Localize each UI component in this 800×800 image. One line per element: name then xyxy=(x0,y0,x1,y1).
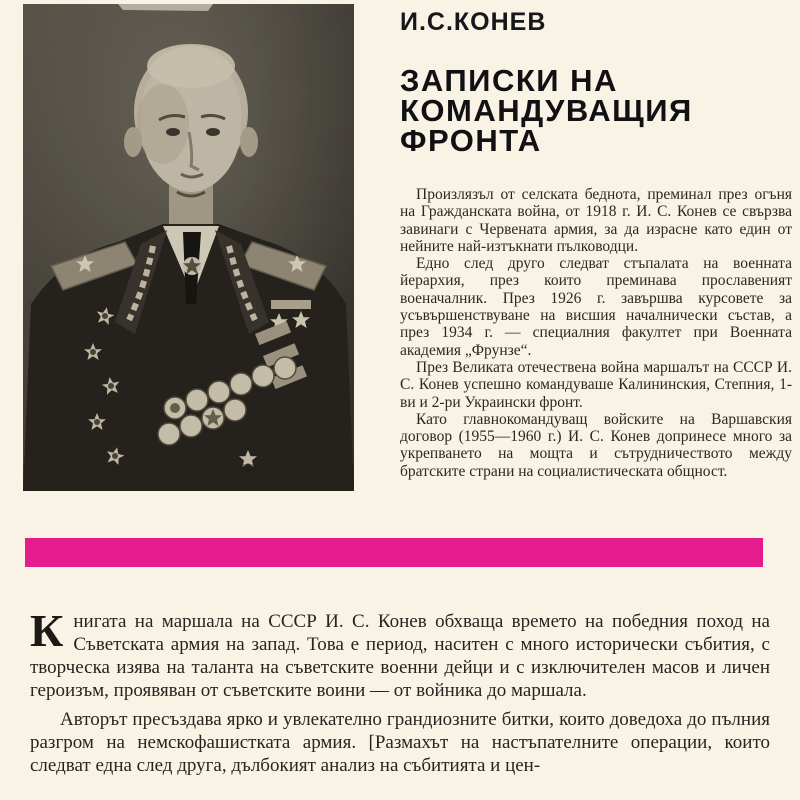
annotation-paragraph-1 xyxy=(30,605,770,702)
bio-paragraph-1: Произлязъл от селската беднота, преминал през огъня на Гражданската война, от 1918 г. И. С. Конев се свързва завинаги с Червената армия, за да израсне като един от нейните най-изтъкнати пълководци. xyxy=(400,186,792,255)
konev-portrait-photo xyxy=(23,4,354,491)
portrait-illustration xyxy=(23,4,354,491)
annotation-paragraph-1-text: нигата на маршала на СССР И. С. Конев обхваща времето на победния поход на Съветската армия на запад. Това е период, наситен с много исторически събития, с творческа изява на таланта на съветските военни дейци и с изключителен масов и личен героизъм, проявяван от съветските воини — от войника до маршала. xyxy=(30,611,770,701)
annotation-paragraph-2: Авторът пресъздава ярко и увлекателно грандиозните битки, които доведоха до пълния разгром на немскофашистката армия. [Размахът на настъпателните операции, които следват една след друга, дълбокият анализ на събитията и цен- xyxy=(30,709,770,776)
author-name: И.С.КОНЕВ xyxy=(400,8,547,36)
bio-paragraph-2: Едно след друго следват стъпалата на военната йерархия, през които преминава прославеният военачалник. През 1926 г. завършва курсовете за усъвършенствуване на висшия началнически състав, а през 1934 г. — специалния факултет при Военната академия „Фрунзе“. xyxy=(400,255,792,359)
book-title-line-2: КОМАНДУВАЩИЯ xyxy=(400,93,693,128)
bio-paragraph-3: През Великата отечествена война маршалът на СССР И. С. Конев успешно командуваше Калининския, Степния, 1-ви и 2-ри Украински фронт. xyxy=(400,358,792,411)
book-title xyxy=(400,63,792,158)
annotation-text xyxy=(30,605,770,777)
right-column xyxy=(400,8,792,480)
biography-text xyxy=(400,186,792,480)
book-title-line-3: ФРОНТА xyxy=(400,123,542,158)
accent-stripe xyxy=(25,538,763,567)
bio-paragraph-4: Като главнокомандуващ войските на Варшавския договор (1955—1960 г.) И. С. Конев допринесе много за укрепването на мощта и сътрудничеството между братските страни на социалистическата общност. xyxy=(400,410,792,480)
drop-cap: К xyxy=(30,605,64,656)
book-title-line-1: ЗАПИСКИ НА xyxy=(400,63,618,98)
